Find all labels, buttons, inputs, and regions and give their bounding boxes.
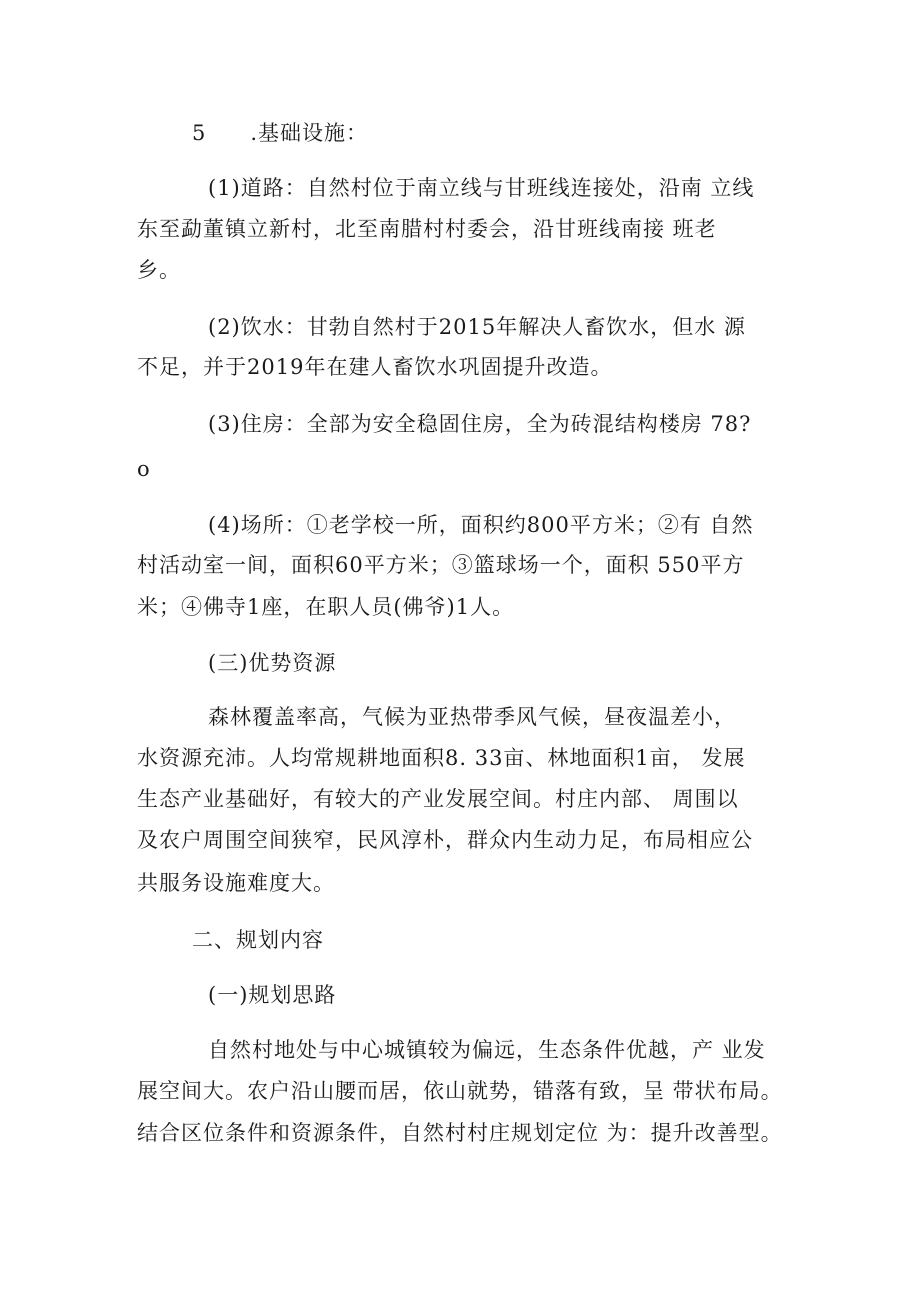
- paragraph-line: 水资源充沛。人均常规耕地面积8. 33亩、林地面积1亩， 发展: [137, 746, 746, 770]
- paragraph-line: 森林覆盖率高，气候为亚热带季风气候，昼夜温差小，: [208, 705, 736, 729]
- paragraph-line: (2)饮水：甘勃自然村于2015年解决人畜饮水，但水 源: [208, 315, 746, 339]
- paragraph-line: 不足，并于2019年在建人畜饮水巩固提升改造。: [137, 355, 613, 379]
- section-heading-advantages: (三)优势资源: [208, 651, 337, 675]
- paragraph-line: (1)道路：自然村位于南立线与甘班线连接处，沿南 立线: [208, 176, 755, 200]
- paragraph-line: 乡。: [137, 258, 181, 282]
- paragraph-line: 及农户周围空间狭窄，民风淳朴，群众内生动力足，布局相应公: [137, 828, 753, 852]
- paragraph-line: (3)住房：全部为安全稳固住房，全为砖混结构楼房 78?: [208, 412, 752, 436]
- paragraph-line: 东至勐董镇立新村，北至南腊村村委会，沿甘班线南接 班老: [137, 217, 717, 241]
- paragraph-line: 共服务设施难度大。: [137, 871, 335, 895]
- section-heading-infrastructure: 5 .基础设施：: [192, 121, 369, 145]
- paragraph-line: 展空间大。农户沿山腰而居，依山就势，错落有致，呈 带状布局。: [137, 1079, 783, 1103]
- paragraph-line: 米；④佛寺1座，在职人员(佛爷)1人。: [137, 595, 515, 619]
- paragraph-line: 村活动室一间，面积60平方米；③篮球场一个，面积 550平方: [137, 553, 745, 577]
- paragraph-line: 自然村地处与中心城镇较为偏远，生态条件优越，产 业发: [208, 1038, 766, 1062]
- section-heading-planning-approach: (一)规划思路: [208, 983, 337, 1007]
- paragraph-line: (4)场所：①老学校一所，面积约800平方米；②有 自然: [208, 513, 754, 537]
- paragraph-line: 结合区位条件和资源条件，自然村村庄规划定位 为：提升改善型。: [137, 1121, 783, 1145]
- section-heading-planning-content: 二、规划内容: [192, 928, 324, 952]
- paragraph-line: o: [137, 457, 151, 481]
- paragraph-line: 生态产业基础好，有较大的产业发展空间。村庄内部、 周围以: [137, 787, 739, 811]
